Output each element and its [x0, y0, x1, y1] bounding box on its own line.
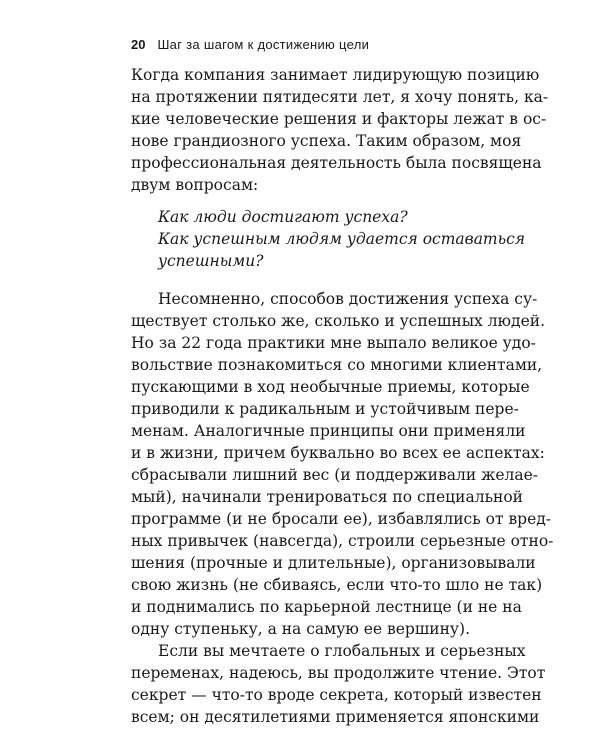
- paragraph-3-line-1: Несомненно, способов достижения успеха су-: [158, 290, 538, 308]
- paragraph-3-line-16: одну ступеньку, а на самую ее вершину).: [131, 620, 471, 638]
- paragraph-3-line-3: Но за 22 года практики мне выпало великое удо-: [131, 334, 536, 352]
- paragraph-1-line-5: профессиональная деятельность была посвящена: [131, 154, 542, 172]
- paragraph-3-line-2: ществует столько же, сколько и успешных людей.: [131, 312, 546, 330]
- paragraph-4-line-3: секрет — что-то вроде секрета, который известен: [131, 686, 542, 704]
- paragraph-3-line-15: и поднимались по карьерной лестнице (и не на: [131, 598, 522, 616]
- paragraph-1-line-3: кие человеческие решения и факторы лежат в ос-: [131, 110, 547, 128]
- paragraph-3-line-8: и в жизни, причем буквально во всех ее аспектах:: [131, 444, 545, 462]
- running-head: [131, 37, 369, 53]
- paragraph-3-line-4: вольствие познакомиться со многими клиентами,: [131, 356, 543, 374]
- paragraph-4-line-2: переменах, надеюсь, вы продолжите чтение. Этот: [131, 664, 546, 682]
- paragraph-1-line-6: двум вопросам:: [131, 176, 259, 194]
- paragraph-1-line-1: Когда компания занимает лидирующую позицию: [131, 66, 540, 84]
- running-title: Шаг за шагом к достижению цели: [157, 37, 370, 52]
- question-1: Как люди достигают успеха?: [158, 208, 408, 226]
- question-2-line-2: успешными?: [158, 252, 264, 270]
- paragraph-3-line-10: мый), начинали тренироваться по специальной: [131, 488, 523, 506]
- paragraph-3-line-11: программе (и не бросали ее), избавлялись от вред-: [131, 510, 552, 528]
- paragraph-3-line-9: сбрасывали лишний вес (и поддерживали желае-: [131, 466, 539, 484]
- paragraph-4-line-4: всем; он десятилетиями применяется японскими: [131, 708, 540, 726]
- page-number: 20: [131, 37, 146, 52]
- paragraph-3-line-12: ных привычек (навсегда), строили серьезные отно-: [131, 532, 554, 550]
- paragraph-3-line-6: приводили к радикальным и устойчивым пере-: [131, 400, 519, 418]
- paragraph-3-line-14: свою жизнь (не сбиваясь, если что-то шло не так): [131, 576, 543, 594]
- paragraph-3-line-13: шения (прочные и длительные), организовывали: [131, 554, 536, 572]
- paragraph-1-line-4: нове грандиозного успеха. Таким образом, моя: [131, 132, 522, 150]
- question-2-line-1: Как успешным людям удается оставаться: [158, 230, 526, 248]
- paragraph-3-line-7: менам. Аналогичные принципы они применяли: [131, 422, 526, 440]
- paragraph-1-line-2: на протяжении пятидесяти лет, я хочу понять, ка-: [131, 88, 549, 106]
- paragraph-3-line-5: пускающими в ход необычные приемы, которые: [131, 378, 530, 396]
- paragraph-4-line-1: Если вы мечтаете о глобальных и серьезных: [158, 642, 526, 660]
